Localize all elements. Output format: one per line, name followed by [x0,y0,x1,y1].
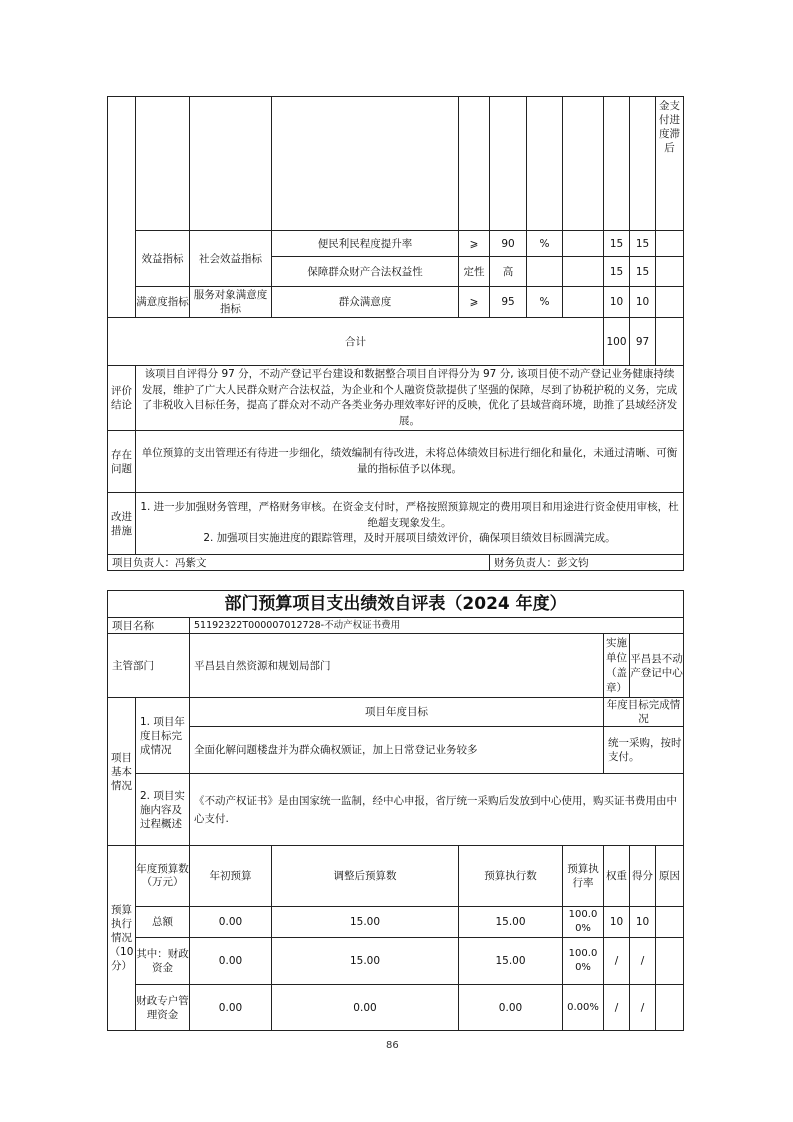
total-score: 97 [630,318,656,366]
budget-header-initial: 年初预算 [190,846,272,907]
total-label: 合计 [108,318,604,366]
dept-name: 平昌县自然资源和规划局部门 [190,634,604,698]
measures-line-1: 1. 进一步加强财务管理，严格财务审核。在资金支付时，严格按照预算规定的费用项目和用途进行资金使用审核，杜绝超支现象发生。 [140,501,679,529]
budget-row-name: 其中：财政资金 [136,938,190,985]
indicator-weight: 10 [604,287,630,318]
budget-row-rate: 100.00% [563,907,604,938]
conclusion-text: 该项目自评得分 97 分，不动产登记平台建设和数据整合项目自评得分为 97 分, 该项目使不动产登记业务健康持续发展，维护了广大人民群众财产合法权益，为企业和个人融资贷款提供了坚强的保障，尽到了协税护税的义务，完成了非税收入目标任务，提高了群众对不动产各类业务办理效率好评的反映，优化了县域营商环境，助推了县域经济发展。 [136,366,684,431]
indicator-operator: ⩾ [459,287,490,318]
performance-table-continued [107,96,684,571]
reason-note: 金支付进度滞后 [656,97,684,231]
budget-row-adjusted: 0.00 [272,985,459,1031]
budget-header-score: 得分 [630,846,656,907]
budget-row-adjusted: 15.00 [272,938,459,985]
budget-row-rate: 0.00% [563,985,604,1031]
budget-row-rate: 100.00% [563,938,604,985]
measures-cell [136,493,684,555]
budget-row-name: 财政专户管理资金 [136,985,190,1031]
budget-row-executed: 0.00 [459,985,563,1031]
budget-header-executed: 预算执行数 [459,846,563,907]
budget-row-weight: / [604,985,630,1031]
budget-row-reason [656,907,684,938]
basic-info-label: 项目基本情况 [108,698,136,846]
problems-label: 存在问题 [108,431,136,493]
budget-row-weight: / [604,938,630,985]
budget-row-reason [656,985,684,1031]
goal-done-header: 年度目标完成情况 [604,698,684,727]
indicator-name: 群众满意度 [272,287,459,318]
indicator-operator: 定性 [459,257,490,287]
budget-row-initial: 0.00 [190,907,272,938]
indicator-unit: % [527,231,563,257]
budget-header-weight: 权重 [604,846,630,907]
budget-row-initial: 0.00 [190,938,272,985]
budget-row-initial: 0.00 [190,985,272,1031]
impl-content-text: 《不动产权证书》是由国家统一监制，经中心申报，省厅统一采购后发放到中心使用，购买证书费用由中心支付. [190,774,684,846]
goal-header: 项目年度目标 [190,698,604,727]
indicator-score: 10 [630,287,656,318]
budget-label: 预算执行情况（10分） [108,846,136,1031]
level2-indicator: 服务对象满意度指标 [190,287,272,318]
budget-row-executed: 15.00 [459,938,563,985]
project-lead: 项目负责人：冯紫文 [108,555,490,571]
budget-header-rate: 预算执行率 [563,846,604,907]
project-name-label: 项目名称 [108,618,190,634]
goal-text: 全面化解问题楼盘并为群众确权颁证，加上日常登记业务较多 [190,727,604,774]
level1-indicator: 效益指标 [136,231,190,287]
budget-row-name: 总额 [136,907,190,938]
indicator-unit [527,257,563,287]
indicator-weight: 15 [604,257,630,287]
budget-row-executed: 15.00 [459,907,563,938]
budget-header-reason: 原因 [656,846,684,907]
budget-header-adjusted: 调整后预算数 [272,846,459,907]
measures-line-2: 2. 加强项目实施进度的跟踪管理，及时开展项目绩效评价，确保项目绩效目标圆满完成。 [203,532,616,545]
budget-row-weight: 10 [604,907,630,938]
page-number: 86 [386,1040,399,1051]
impl-unit-label: 实施单位（盖章） [604,634,630,698]
conclusion-label: 评价结论 [108,366,136,431]
indicator-unit: % [527,287,563,318]
indicator-operator: ⩾ [459,231,490,257]
goal-label: 1. 项目年度目标完成情况 [136,698,190,774]
budget-row-score: 10 [630,907,656,938]
indicator-value: 95 [490,287,527,318]
finance-lead: 财务负责人：彭文钧 [490,555,684,571]
form-title: 部门预算项目支出绩效自评表（2024 年度） [108,591,684,618]
dept-label: 主管部门 [108,634,190,698]
budget-row-score: / [630,938,656,985]
impl-content-label: 2. 项目实施内容及过程概述 [136,774,190,846]
project-name: 51192322T000007012728-不动产权证书费用 [190,618,684,634]
indicator-value: 高 [490,257,527,287]
problems-text: 单位预算的支出管理还有待进一步细化，绩效编制有待改进，未将总体绩效目标进行细化和量化，未通过清晰、可衡量的指标值予以体现。 [136,431,684,493]
budget-row-score: / [630,985,656,1031]
indicator-name: 保障群众财产合法权益性 [272,257,459,287]
self-evaluation-table [107,590,684,1031]
goal-done-text: 统一采购，按时支付。 [604,727,684,774]
indicator-name: 便民利民程度提升率 [272,231,459,257]
measures-label: 改进措施 [108,493,136,555]
level2-indicator: 社会效益指标 [190,231,272,287]
budget-header-year: 年度预算数（万元） [136,846,190,907]
total-weight: 100 [604,318,630,366]
budget-row-adjusted: 15.00 [272,907,459,938]
impl-unit: 平昌县不动产登记中心 [630,634,684,698]
indicator-weight: 15 [604,231,630,257]
indicator-score: 15 [630,257,656,287]
budget-row-reason [656,938,684,985]
indicator-value: 90 [490,231,527,257]
row-group-spacer [108,97,136,318]
level1-indicator: 满意度指标 [136,287,190,318]
indicator-score: 15 [630,231,656,257]
